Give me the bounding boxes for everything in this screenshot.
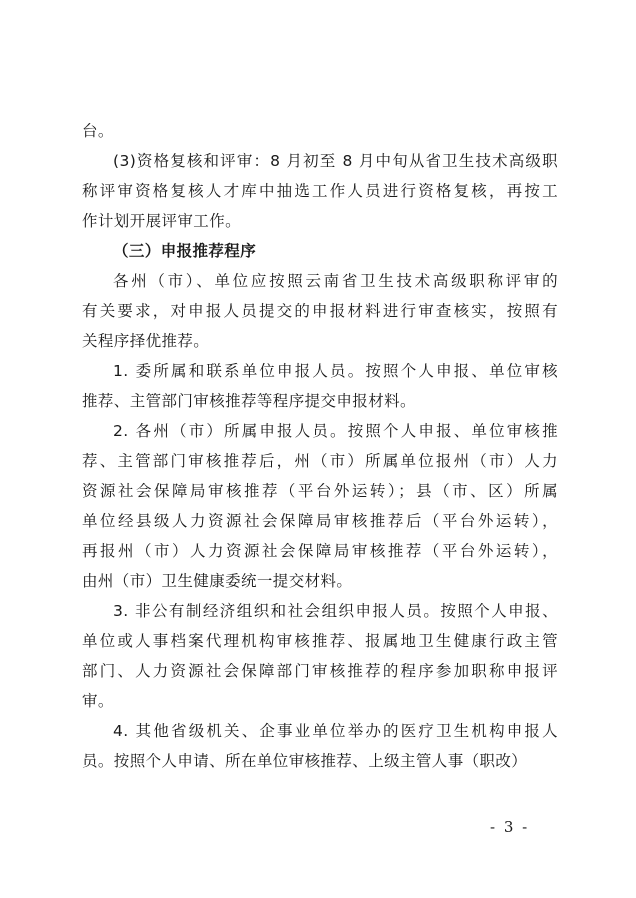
text-line: 单位或人事档案代理机构审核推荐、报属地卫生健康行政主管	[82, 632, 558, 650]
text-line: 1. 委所属和联系单位申报人员。按照个人申报、单位审核	[113, 362, 558, 380]
text-line: (3)资格复核和评审：8 月初至 8 月中旬从省卫生技术高级职	[113, 152, 558, 170]
text-line: 推荐、主管部门审核推荐等程序提交申报材料。	[82, 392, 416, 410]
text-line: 有关要求，对申报人员提交的申报材料进行审查核实，按照有	[82, 302, 558, 320]
text-line: （三）申报推荐程序	[113, 242, 257, 260]
paragraph	[82, 266, 558, 356]
text-line: 4. 其他省级机关、企事业单位举办的医疗卫生机构申报人	[113, 722, 558, 740]
text-line: 员。按照个人申请、所在单位审核推荐、上级主管人事（职改）	[82, 752, 528, 770]
text-line: 3. 非公有制经济组织和社会组织申报人员。按照个人申报、	[113, 602, 558, 620]
text-line: 作计划开展评审工作。	[82, 212, 242, 230]
text-line: 由州（市）卫生健康委统一提交材料。	[82, 572, 353, 590]
text-line: 资源社会保障局审核推荐（平台外运转）；县（市、区）所属	[82, 482, 558, 500]
text-line: 关程序择优推荐。	[82, 332, 210, 350]
page-number: - 3 -	[490, 818, 530, 836]
document-body	[82, 116, 558, 776]
paragraph	[82, 716, 558, 776]
text-line: 各州（市）、单位应按照云南省卫生技术高级职称评审的	[113, 272, 558, 290]
paragraph	[82, 116, 558, 146]
section-heading	[82, 236, 558, 266]
paragraph	[82, 596, 558, 716]
text-line: 荐、主管部门审核推荐后，州（市）所属单位报州（市）人力	[82, 452, 558, 470]
text-line: 称评审资格复核人才库中抽选工作人员进行资格复核，再按工	[82, 182, 558, 200]
text-line: 台。	[82, 122, 114, 140]
text-line: 2. 各州（市）所属申报人员。按照个人申报、单位审核推	[113, 422, 558, 440]
paragraph	[82, 356, 558, 416]
text-line: 部门、人力资源社会保障部门审核推荐的程序参加职称申报评	[82, 662, 558, 680]
text-line: 单位经县级人力资源社会保障局审核推荐后（平台外运转），	[82, 512, 558, 530]
paragraph	[82, 146, 558, 236]
paragraph	[82, 416, 558, 596]
text-line: 审。	[82, 692, 114, 710]
text-line: 再报州（市）人力资源社会保障局审核推荐（平台外运转），	[82, 542, 558, 560]
